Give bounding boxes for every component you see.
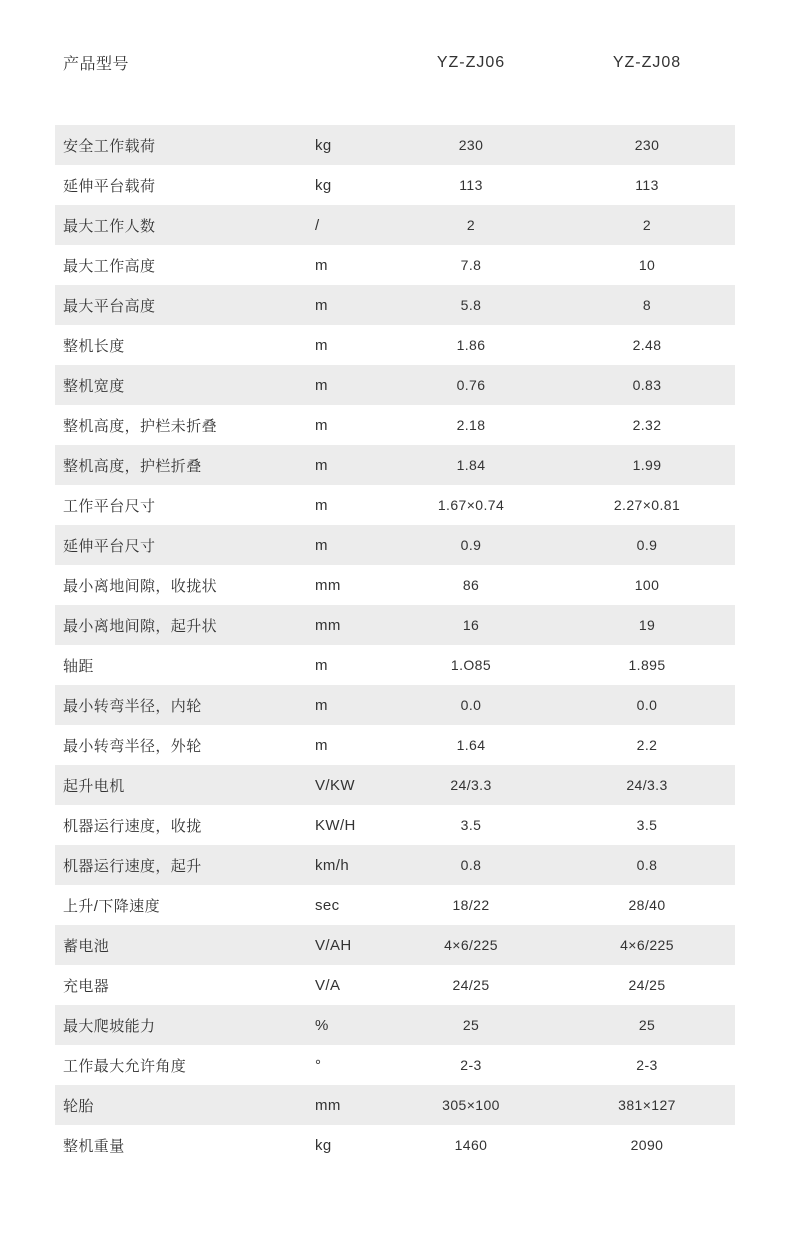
table-row (55, 805, 735, 845)
cell-parameter-name: 延伸平台载荷 (55, 165, 313, 205)
cell-value-model-1: 7.8 (383, 245, 559, 285)
cell-parameter-name: 整机宽度 (55, 365, 313, 405)
cell-value-model-1: 5.8 (383, 285, 559, 325)
cell-value-model-2: 2 (559, 205, 735, 245)
cell-unit: kg (313, 1125, 383, 1165)
cell-value-model-1: 305×100 (383, 1085, 559, 1125)
cell-unit: m (313, 325, 383, 365)
cell-value-model-1: 0.8 (383, 845, 559, 885)
cell-unit: kg (313, 125, 383, 165)
cell-value-model-2: 1.895 (559, 645, 735, 685)
cell-value-model-2: 10 (559, 245, 735, 285)
cell-parameter-name: 轴距 (55, 645, 313, 685)
cell-unit: ° (313, 1045, 383, 1085)
table-row (55, 1045, 735, 1085)
table-row (55, 405, 735, 445)
table-header (55, 0, 735, 125)
cell-value-model-2: 25 (559, 1005, 735, 1045)
cell-value-model-1: 1.84 (383, 445, 559, 485)
cell-value-model-2: 0.9 (559, 525, 735, 565)
cell-value-model-2: 3.5 (559, 805, 735, 845)
cell-value-model-1: 113 (383, 165, 559, 205)
header-unit (313, 0, 383, 125)
cell-value-model-2: 113 (559, 165, 735, 205)
cell-unit: m (313, 685, 383, 725)
cell-value-model-2: 8 (559, 285, 735, 325)
cell-unit: m (313, 285, 383, 325)
cell-unit: km/h (313, 845, 383, 885)
table-row (55, 645, 735, 685)
cell-unit: V/KW (313, 765, 383, 805)
cell-parameter-name: 最小转弯半径，外轮 (55, 725, 313, 765)
cell-value-model-1: 16 (383, 605, 559, 645)
cell-value-model-2: 230 (559, 125, 735, 165)
cell-value-model-1: 230 (383, 125, 559, 165)
cell-unit: kg (313, 165, 383, 205)
cell-value-model-1: 3.5 (383, 805, 559, 845)
cell-value-model-2: 2.32 (559, 405, 735, 445)
table-row (55, 885, 735, 925)
cell-value-model-2: 2.48 (559, 325, 735, 365)
cell-parameter-name: 最大工作高度 (55, 245, 313, 285)
cell-unit: m (313, 485, 383, 525)
table-row (55, 445, 735, 485)
table-row (55, 685, 735, 725)
cell-parameter-name: 工作最大允许角度 (55, 1045, 313, 1085)
cell-value-model-1: 18/22 (383, 885, 559, 925)
cell-parameter-name: 整机重量 (55, 1125, 313, 1165)
table-row (55, 325, 735, 365)
table-body (55, 125, 735, 1165)
cell-value-model-1: 1.64 (383, 725, 559, 765)
cell-parameter-name: 最大平台高度 (55, 285, 313, 325)
cell-value-model-2: 2.27×0.81 (559, 485, 735, 525)
cell-value-model-1: 0.0 (383, 685, 559, 725)
table-row (55, 285, 735, 325)
table-row (55, 165, 735, 205)
cell-value-model-1: 1.O85 (383, 645, 559, 685)
cell-parameter-name: 安全工作载荷 (55, 125, 313, 165)
cell-parameter-name: 整机高度，护栏未折叠 (55, 405, 313, 445)
header-row (55, 0, 735, 125)
table-row (55, 765, 735, 805)
table-row (55, 365, 735, 405)
cell-unit: V/AH (313, 925, 383, 965)
cell-unit: m (313, 725, 383, 765)
cell-unit: m (313, 245, 383, 285)
cell-parameter-name: 整机高度，护栏折叠 (55, 445, 313, 485)
cell-value-model-1: 86 (383, 565, 559, 605)
cell-unit: mm (313, 1085, 383, 1125)
table-row (55, 245, 735, 285)
cell-unit: m (313, 405, 383, 445)
cell-parameter-name: 蓄电池 (55, 925, 313, 965)
cell-unit: m (313, 525, 383, 565)
table-row (55, 1085, 735, 1125)
table-row (55, 485, 735, 525)
cell-value-model-1: 0.76 (383, 365, 559, 405)
cell-value-model-1: 4×6/225 (383, 925, 559, 965)
cell-value-model-1: 0.9 (383, 525, 559, 565)
cell-parameter-name: 最小转弯半径，内轮 (55, 685, 313, 725)
table-row (55, 605, 735, 645)
cell-parameter-name: 最大爬坡能力 (55, 1005, 313, 1045)
cell-parameter-name: 充电器 (55, 965, 313, 1005)
table-row (55, 565, 735, 605)
table-row (55, 845, 735, 885)
cell-parameter-name: 延伸平台尺寸 (55, 525, 313, 565)
cell-value-model-1: 25 (383, 1005, 559, 1045)
cell-value-model-2: 0.83 (559, 365, 735, 405)
header-model-1: YZ-ZJ06 (436, 53, 506, 71)
cell-value-model-1: 1.86 (383, 325, 559, 365)
cell-value-model-2: 28/40 (559, 885, 735, 925)
table-row (55, 525, 735, 565)
cell-unit: mm (313, 565, 383, 605)
cell-value-model-2: 100 (559, 565, 735, 605)
header-product-model: 产品型号 (63, 56, 130, 73)
cell-value-model-2: 0.0 (559, 685, 735, 725)
table-row (55, 1125, 735, 1165)
cell-value-model-1: 2.18 (383, 405, 559, 445)
cell-parameter-name: 工作平台尺寸 (55, 485, 313, 525)
cell-unit: / (313, 205, 383, 245)
cell-value-model-2: 0.8 (559, 845, 735, 885)
cell-parameter-name: 最小离地间隙，收拢状 (55, 565, 313, 605)
cell-unit: KW/H (313, 805, 383, 845)
cell-value-model-2: 2090 (559, 1125, 735, 1165)
table-row (55, 725, 735, 765)
cell-value-model-1: 24/3.3 (383, 765, 559, 805)
cell-parameter-name: 最小离地间隙，起升状 (55, 605, 313, 645)
header-model-2: YZ-ZJ08 (612, 53, 682, 71)
cell-value-model-2: 4×6/225 (559, 925, 735, 965)
cell-parameter-name: 起升电机 (55, 765, 313, 805)
cell-value-model-2: 2-3 (559, 1045, 735, 1085)
cell-parameter-name: 机器运行速度，起升 (55, 845, 313, 885)
cell-value-model-1: 1.67×0.74 (383, 485, 559, 525)
cell-unit: V/A (313, 965, 383, 1005)
cell-value-model-2: 1.99 (559, 445, 735, 485)
cell-parameter-name: 最大工作人数 (55, 205, 313, 245)
cell-value-model-2: 24/25 (559, 965, 735, 1005)
cell-value-model-1: 24/25 (383, 965, 559, 1005)
table-row (55, 125, 735, 165)
cell-parameter-name: 整机长度 (55, 325, 313, 365)
cell-value-model-2: 381×127 (559, 1085, 735, 1125)
cell-parameter-name: 轮胎 (55, 1085, 313, 1125)
cell-unit: m (313, 365, 383, 405)
cell-unit: m (313, 645, 383, 685)
cell-unit: sec (313, 885, 383, 925)
cell-unit: m (313, 445, 383, 485)
cell-unit: mm (313, 605, 383, 645)
cell-parameter-name: 上升/下降速度 (55, 885, 313, 925)
table-row (55, 1005, 735, 1045)
cell-value-model-2: 19 (559, 605, 735, 645)
cell-value-model-1: 2-3 (383, 1045, 559, 1085)
table-row (55, 965, 735, 1005)
table-row (55, 205, 735, 245)
cell-value-model-2: 2.2 (559, 725, 735, 765)
cell-value-model-2: 24/3.3 (559, 765, 735, 805)
cell-value-model-1: 1460 (383, 1125, 559, 1165)
cell-value-model-1: 2 (383, 205, 559, 245)
table-row (55, 925, 735, 965)
cell-parameter-name: 机器运行速度，收拢 (55, 805, 313, 845)
specification-table (55, 0, 735, 1165)
cell-unit: % (313, 1005, 383, 1045)
